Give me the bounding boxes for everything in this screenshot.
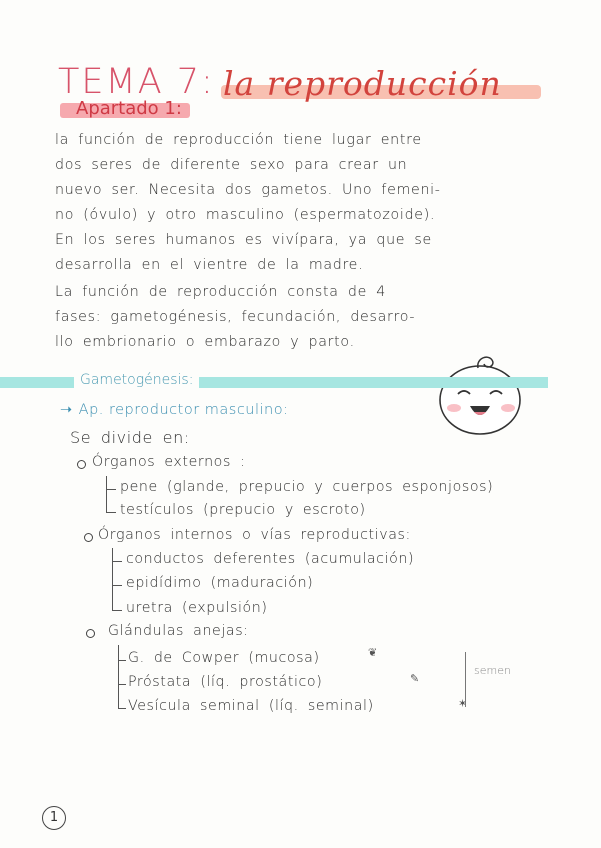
tree-branch xyxy=(106,512,116,513)
group-2-item-3: uretra (expulsión) xyxy=(126,600,268,616)
group-2-item-2: epidídimo (maduración) xyxy=(126,575,314,591)
group-1-item-1: pene (glande, prepucio y cuerpos esponjosos) xyxy=(120,479,494,495)
subhead-text: Ap. reproductor masculino: xyxy=(78,402,289,418)
group-3-item-1: G. de Cowper (mucosa) xyxy=(128,650,320,666)
leaf-doodle-icon: ❦ xyxy=(368,646,378,659)
tree-branch xyxy=(118,708,126,709)
group-1-label: Órganos externos : xyxy=(92,454,246,470)
tree-branch xyxy=(112,561,122,562)
feather-doodle-icon: ✎ xyxy=(410,672,420,685)
tree-branch xyxy=(112,610,122,611)
title-tema: TEMA 7: xyxy=(58,62,215,102)
tree-branch xyxy=(118,660,126,661)
section-title: Gametogénesis: xyxy=(74,372,199,388)
bullet-icon xyxy=(77,460,86,469)
subhead xyxy=(60,402,289,418)
sparkle-doodle-icon: ✶ xyxy=(458,697,468,710)
baby-face-doodle xyxy=(432,340,532,440)
side-note-semen: semen xyxy=(474,664,511,677)
paragraph-1: la función de reproducción tiene lugar entre dos seres de diferente sexo para crear un nuevo ser. Necesita dos gametos. Uno femeni- no (óvulo) y otro masculino (espermatozoide). xyxy=(55,132,441,223)
arrow-right-icon: ➝ xyxy=(60,402,73,418)
tree-line xyxy=(118,645,119,709)
tree-branch xyxy=(112,585,122,586)
group-3-item-2: Próstata (líq. prostático) xyxy=(128,674,323,690)
paragraph-3: La función de reproducción consta de 4 fases: gametogénesis, fecundación, desarro- llo embrionario o embarazo y parto. xyxy=(55,284,416,350)
intro-text: Se divide en: xyxy=(70,428,190,447)
group-2-item-1: conductos deferentes (acumulación) xyxy=(126,551,415,567)
group-2-label: Órganos internos o vías reproductivas: xyxy=(98,527,411,543)
paragraph-2: En los seres humanos es vivípara, ya que se desarrolla en el vientre de la madre. xyxy=(55,232,432,273)
bullet-icon xyxy=(86,629,95,638)
tree-branch xyxy=(118,684,126,685)
tree-line xyxy=(106,476,107,512)
group-3-label: Glándulas anejas: xyxy=(108,623,249,639)
tree-branch xyxy=(106,489,116,490)
apartado-heading: Apartado 1: xyxy=(76,98,182,119)
title-subtitle: la reproducción xyxy=(223,64,502,103)
group-1-item-2: testículos (prepucio y escroto) xyxy=(120,502,366,518)
group-3-item-3: Vesícula seminal (líq. seminal) xyxy=(128,698,374,714)
tree-line xyxy=(112,548,113,610)
page-number: 1 xyxy=(42,806,66,830)
semen-brace xyxy=(465,652,466,707)
bullet-icon xyxy=(84,533,93,542)
